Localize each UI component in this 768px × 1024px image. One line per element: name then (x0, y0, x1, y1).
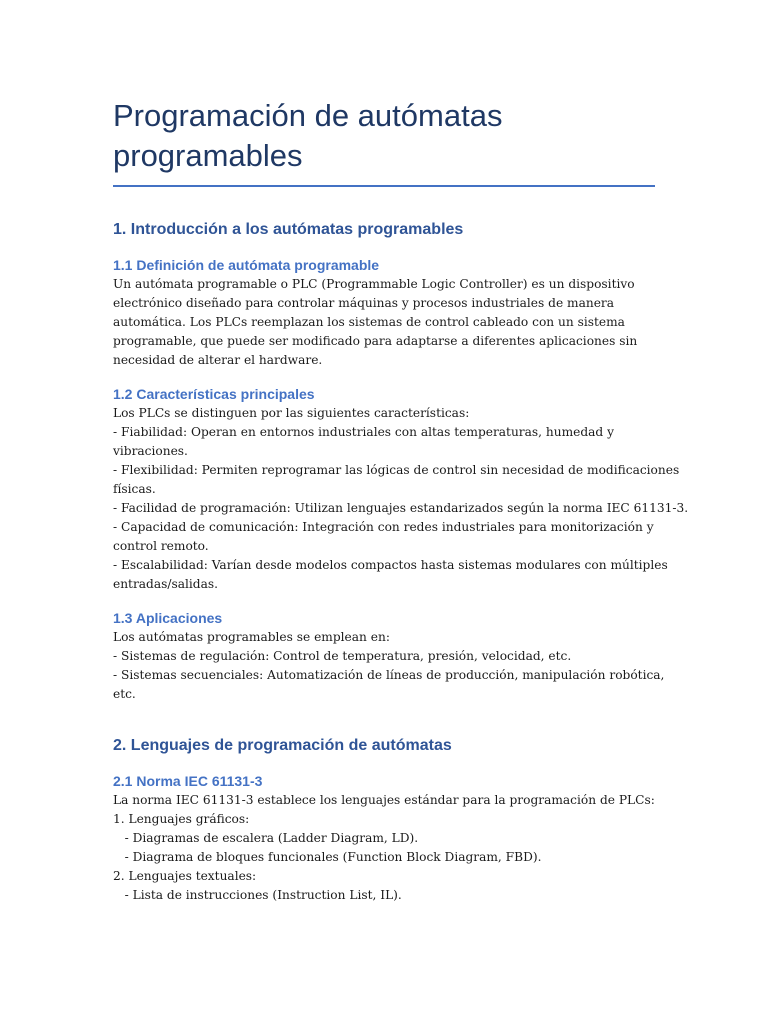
section-1-1-paragraph (113, 275, 655, 370)
section-1-heading: 1. Introducción a los autómatas programables (113, 221, 464, 238)
section-2-1-paragraph (113, 791, 655, 905)
text-line: - Flexibilidad: Permiten reprogramar las lógicas de control sin necesidad de modificaciones (113, 463, 680, 477)
text-line: 2. Lenguajes textuales: (113, 869, 257, 883)
text-line: - Sistemas de regulación: Control de temperatura, presión, velocidad, etc. (113, 649, 572, 663)
text-line: - Diagrama de bloques funcionales (Function Block Diagram, FBD). (113, 850, 542, 864)
text-line: necesidad de alterar el hardware. (113, 353, 323, 367)
title-line-1: Programación de autómatas (113, 98, 503, 133)
text-line: físicas. (113, 482, 156, 496)
text-line: La norma IEC 61131-3 establece los lenguajes estándar para la programación de PLCs: (113, 793, 655, 807)
text-line: control remoto. (113, 539, 209, 553)
document-title (113, 96, 655, 176)
text-line: - Facilidad de programación: Utilizan lenguajes estandarizados según la norma IEC 61131-3. (113, 501, 689, 515)
section-1-1-heading: 1.1 Definición de autómata programable (113, 257, 380, 273)
text-line: - Sistemas secuenciales: Automatización de líneas de producción, manipulación robótica, (113, 668, 665, 682)
text-line: entradas/salidas. (113, 577, 218, 591)
text-line: electrónico diseñado para controlar máquinas y procesos industriales de manera (113, 296, 615, 310)
text-line: Un autómata programable o PLC (Programmable Logic Controller) es un dispositivo (113, 277, 635, 291)
text-line: vibraciones. (113, 444, 188, 458)
text-line: programable, que puede ser modificado para adaptarse a diferentes aplicaciones sin (113, 334, 638, 348)
title-divider (113, 185, 655, 187)
text-line: - Lista de instrucciones (Instruction List, IL). (113, 888, 402, 902)
text-line: Los autómatas programables se emplean en: (113, 630, 390, 644)
text-line: - Diagramas de escalera (Ladder Diagram, LD). (113, 831, 419, 845)
text-line: - Escalabilidad: Varían desde modelos compactos hasta sistemas modulares con múltiples (113, 558, 668, 572)
document-page (113, 96, 689, 905)
text-line: etc. (113, 687, 136, 701)
text-line: automática. Los PLCs reemplazan los sistemas de control cableado con un sistema (113, 315, 625, 329)
text-line: Los PLCs se distinguen por las siguientes características: (113, 406, 470, 420)
section-1-2-paragraph (113, 404, 689, 594)
section-1-2-heading: 1.2 Características principales (113, 386, 315, 402)
title-line-2: programables (113, 138, 303, 173)
section-2-1-heading: 2.1 Norma IEC 61131-3 (113, 773, 263, 789)
section-1-3-paragraph (113, 628, 665, 704)
section-1-3-heading: 1.3 Aplicaciones (113, 610, 223, 626)
text-line: - Fiabilidad: Operan en entornos industriales con altas temperaturas, humedad y (113, 425, 614, 439)
text-line: - Capacidad de comunicación: Integración con redes industriales para monitorización y (113, 520, 654, 534)
text-line: 1. Lenguajes gráficos: (113, 812, 250, 826)
section-2-heading: 2. Lenguajes de programación de autómatas (113, 737, 452, 754)
